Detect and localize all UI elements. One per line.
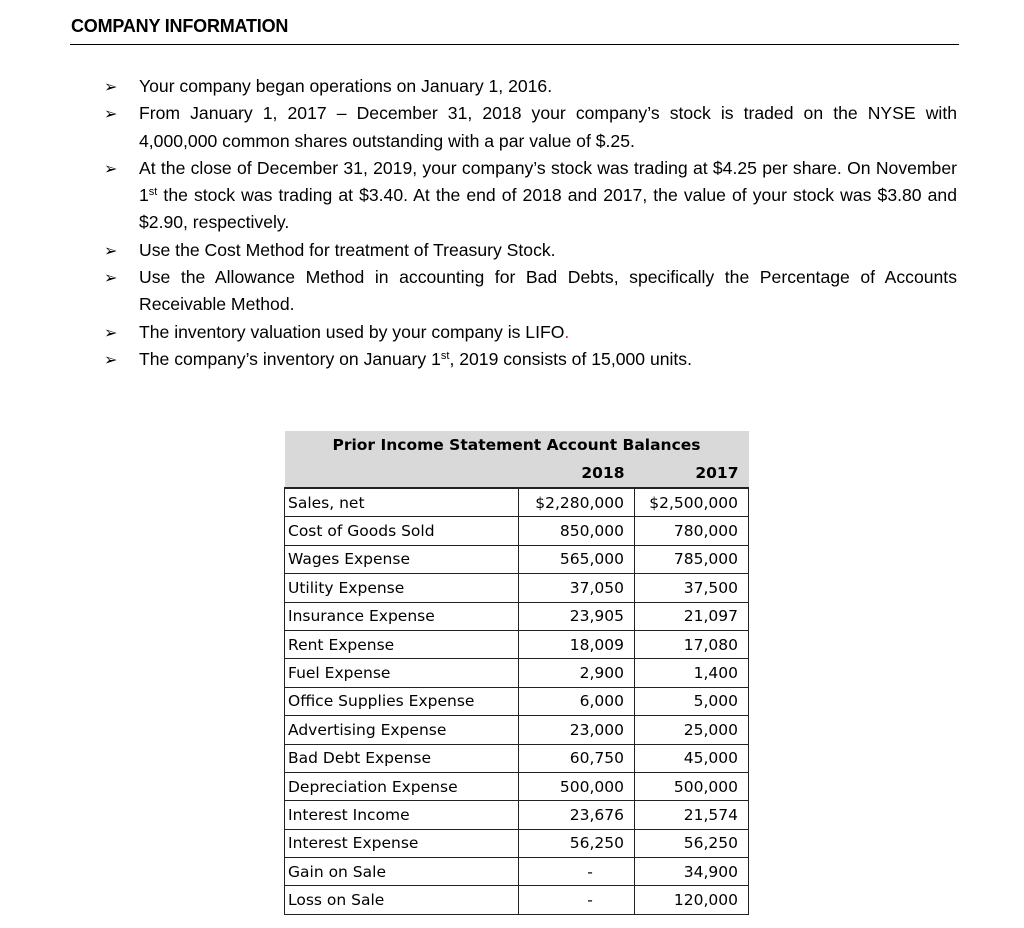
value-2017: 785,000 [635, 545, 749, 573]
bullet-item [104, 73, 957, 100]
bullet-text: Use the Allowance Method in accounting for Bad Debts, specifically the Percentage of Accounts Receivable Method. [139, 267, 957, 315]
value-2018: 850,000 [519, 517, 635, 545]
bullet-item [104, 346, 957, 373]
value-2017: 37,500 [635, 574, 749, 602]
table-row [285, 772, 749, 800]
bullet-text: From January 1, 2017 – December 31, 2018 your company’s stock is traded on the NYSE with 4,000,000 common shares outstanding with a par value of $.25. [139, 103, 957, 151]
table-row [285, 488, 749, 517]
bullet-text: the stock was trading at $3.40. At the end of 2018 and 2017, the value of your stock was $3.80 and $2.90, respectively. [139, 185, 957, 233]
value-2018: 23,000 [519, 716, 635, 744]
value-2018: 18,009 [519, 630, 635, 658]
superscript-text: st [148, 186, 158, 199]
row-label: Cost of Goods Sold [285, 517, 519, 545]
value-2018: 6,000 [519, 687, 635, 715]
title-underline [70, 44, 959, 45]
table-row [285, 829, 749, 857]
row-label: Advertising Expense [285, 716, 519, 744]
table-row [285, 630, 749, 658]
header-blank [285, 459, 519, 488]
row-label: Gain on Sale [285, 858, 519, 886]
table-row [285, 744, 749, 772]
row-label: Bad Debt Expense [285, 744, 519, 772]
value-2017: 17,080 [635, 630, 749, 658]
bullet-item [104, 319, 957, 346]
row-label: Sales, net [285, 488, 519, 517]
row-label: Rent Expense [285, 630, 519, 658]
row-label: Loss on Sale [285, 886, 519, 914]
row-label: Office Supplies Expense [285, 687, 519, 715]
row-label: Insurance Expense [285, 602, 519, 630]
row-label: Interest Income [285, 801, 519, 829]
bullet-text: At the close of December 31, 2019, your company’s stock was trading at $4.25 per share. On November 1 [139, 157, 957, 206]
table-row [285, 517, 749, 545]
row-label: Utility Expense [285, 574, 519, 602]
arrow-bullet-icon: ➢ [104, 322, 118, 342]
table-row [285, 545, 749, 573]
bullet-text: The company’s inventory on January 1 [139, 348, 441, 369]
value-2018: 2,900 [519, 659, 635, 687]
row-label: Wages Expense [285, 545, 519, 573]
value-2018: - [519, 858, 635, 886]
value-2017: 500,000 [635, 772, 749, 800]
table-row [285, 801, 749, 829]
value-2018: 23,676 [519, 801, 635, 829]
value-2018: $2,280,000 [519, 488, 635, 517]
table-row [285, 602, 749, 630]
arrow-bullet-icon: ➢ [104, 349, 118, 369]
header-year-2017: 2017 [635, 459, 749, 488]
header-year-2018: 2018 [519, 459, 635, 488]
value-2017: 1,400 [635, 659, 749, 687]
bullet-item [104, 237, 957, 264]
arrow-bullet-icon: ➢ [104, 77, 118, 96]
value-2017: 34,900 [635, 858, 749, 886]
arrow-bullet-icon: ➢ [104, 158, 118, 178]
value-2017: $2,500,000 [635, 488, 749, 517]
value-2018: 565,000 [519, 545, 635, 573]
row-label: Depreciation Expense [285, 772, 519, 800]
table-row [285, 858, 749, 886]
table-row [285, 574, 749, 602]
bullet-text: The inventory valuation used by your company is LIFO [139, 321, 565, 342]
table-row [285, 716, 749, 744]
superscript-text: st [440, 349, 450, 362]
company-info-list [104, 73, 957, 373]
bullet-text: Use the Cost Method for treatment of Treasury Stock. [139, 239, 556, 260]
bullet-item [104, 100, 957, 155]
value-2017: 56,250 [635, 829, 749, 857]
value-2017: 21,574 [635, 801, 749, 829]
value-2017: 45,000 [635, 744, 749, 772]
table-row [285, 659, 749, 687]
value-2017: 21,097 [635, 602, 749, 630]
value-2017: 25,000 [635, 716, 749, 744]
row-label: Fuel Expense [285, 659, 519, 687]
bullet-text: , 2019 consists of 15,000 units. [449, 348, 692, 369]
value-2018: 60,750 [519, 744, 635, 772]
arrow-bullet-icon: ➢ [104, 240, 118, 260]
value-2017: 5,000 [635, 687, 749, 715]
table-title: Prior Income Statement Account Balances [285, 431, 749, 459]
value-2018: 56,250 [519, 829, 635, 857]
value-2018: - [519, 886, 635, 914]
bullet-item [104, 264, 957, 319]
table-row [285, 886, 749, 914]
bullet-text: Your company began operations on January 1, 2016. [139, 76, 553, 96]
section-title: COMPANY INFORMATION [71, 16, 289, 36]
value-2018: 23,905 [519, 602, 635, 630]
value-2018: 37,050 [519, 574, 635, 602]
row-label: Interest Expense [285, 829, 519, 857]
value-2017: 780,000 [635, 517, 749, 545]
arrow-bullet-icon: ➢ [104, 104, 118, 124]
value-2018: 500,000 [519, 772, 635, 800]
prior-income-statement-table [284, 431, 749, 915]
value-2017: 120,000 [635, 886, 749, 914]
table-row [285, 687, 749, 715]
bullet-text: . [564, 321, 570, 342]
arrow-bullet-icon: ➢ [104, 268, 118, 288]
bullet-item [104, 155, 957, 237]
